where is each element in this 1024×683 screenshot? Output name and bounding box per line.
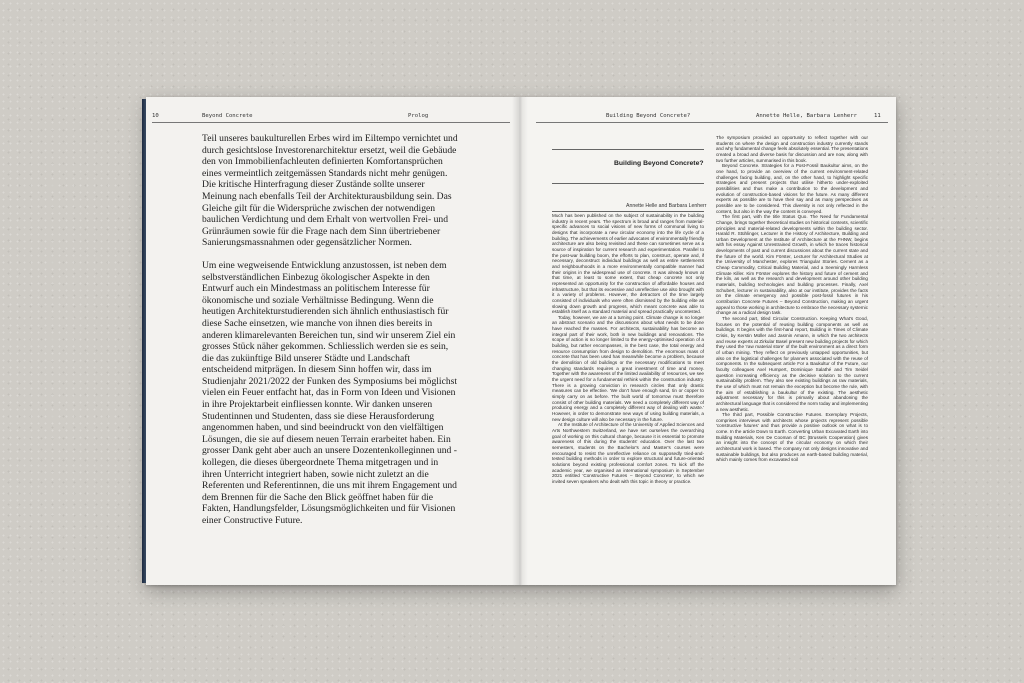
article-paragraph: The first part, with the title Status Quo. The Need for Fundamental Change, brings together theoretical studies on historical contexts, scientific principles and material-related developments within the building sector. Harald R. Stühlinger, Lecturer in the History of Architecture, Building and Urban Development at the Institute of Architecture at the FHNW, begins with his essay Against Unrestrained Growth, in which he traces historical developments of past and current discussions about the current state and the future of the world. Kim Förster, Lecturer for Architectural Studies at the University of Manchester, explores Triangular Stories. Cement as a Cheap Commodity, Critical Building Material, and a Seemingly Harmless Climate Killer. Kim Förster explores the history and future of cement and the kiln, as well as the research and development around other building materials, building technologies and building processes. Finally, Axel Schubert, lecturer in sustainability, also at our institute, provides the facts on the climate emergency and possible post-fossil futures in his contribution Concrete Futures – Beyond Construction, making an urgent appeal to those working in architecture to embrace the necessary systemic change as a radical design task. bbox=[716, 214, 868, 316]
left-page bbox=[146, 97, 518, 585]
article-column-2 bbox=[716, 135, 868, 583]
open-book bbox=[146, 97, 896, 585]
right-running-title: Building Beyond Concrete? bbox=[606, 113, 691, 119]
title-rule-top bbox=[552, 149, 704, 150]
article-paragraph: Much has been published on the subject of sustainability in the building industry in recent years. The spectrum is broad and ranges from material-specific advances to social visions of new forms of communal living to designs that incorporate a new circular economy into the life cycle of a building. The achievements of earlier advocates of environmentally friendly architecture are also being revisited and these can sometimes serve as a source of inspiration for current research and experimentation. Parallel to the post-war building boom, the efforts to plan, construct, operate and, if necessary, deconstruct individual buildings as well as entire settlements and neighbourhoods in a more environmentally compatible manner had their origins in the widespread use of concrete. It was already known at that time, at least to some extent, that cheap concrete not only represented an opportunity for the construction of affordable houses and infrastructure, but that its excessive and unreflective use also brought with it a variety of problems. However, the detractors of the time largely consisted of individuals who were often dismissed by the building elite as slowing down growth and progress, which meant concrete was able to establish itself as a standard material and spread practically uncontested. bbox=[552, 213, 704, 315]
title-rule-bottom bbox=[552, 183, 704, 184]
right-running-authors: Annette Helle, Barbara Lenherr bbox=[756, 113, 858, 119]
prolog-paragraph: Teil unseres baukulturellen Erbes wird im Eiltempo vernichtet und durch gesichtslose Investorenarchitektur ersetzt, weil die Gebäude den von Immobilienfachleuten definierten Komfortansprüchen eines vermeintlich zeitgemässen Standards nicht mehr genügen. Die kritische Hinterfragung dieser Zustände sollte unserer Meinung nach ebenfalls Teil der Architekturausbildung sein. Das Gleiche gilt für die Widersprüche zwischen der notwendigen baulichen Verdichtung und dem Erhalt von wertvollen Frei- und Grünräumen sowie für die Frage nach dem Sinn übertriebener Sanierungsmassnahmen oder gegensätzlicher Normen. bbox=[202, 133, 458, 249]
article-column-1 bbox=[552, 213, 704, 583]
right-page bbox=[518, 97, 896, 585]
left-header-rule bbox=[152, 122, 510, 123]
article-paragraph: The second part, titled Circular Construction. Keeping What's Good, focuses on the potential of reusing building components as well as buildings. It begins with the first-hand report, Building in Times of Climate Crisis, by Kerstin Müller and Jasmin Amann, in which the two architects and reuse experts at Zirkular Basel present new building projects for which they used the 'raw material store' of the built environment as a direct form of urban mining. They reflect on previously untapped opportunities, but also on the logistical challenges for planners associated with the reuse of components. In the subsequent article For a Baukultur of the Future, our faculty colleagues Axel Humpert, Dominique Salathé and Tim Seidel question increasing efficiency as the decisive solution to the current sustainability problem. They also see existing buildings as raw materials, the use of which must not remain the exception but become the rule, with the aim of establishing a baukultur of the existing. The aesthetic adjustment necessary for this is primarily about abandoning the architectural language that is considered the norm today and implementing a new aesthetic. bbox=[716, 316, 868, 412]
article-title: Building Beyond Concrete? bbox=[614, 160, 704, 167]
prolog-paragraph: Um eine wegweisende Entwicklung anzustossen, ist neben dem selbstverständlichen Einbezug ökologischer Aspekte in den Entwurf auch ein Mindestmass an politischem Interesse für ökonomische und soziale Verhältnisse Bedingung. Wenn die heutigen Architekturstudierenden sich ähnlich enthusiastisch für diese Sache einsetzen, wie manche von ihnen dies bereits in anderen klimarelevanten Bereichen tun, sind wir unserem Ziel ein grosses Stück näher gekommen. Schliesslich werden sie es sein, die das zukünftige Bild unserer Städte und Landschaft entscheidend mitprägen. In diesem Sinn hoffen wir, dass im Studienjahr 2021/2022 der Funken des Symposiums bei möglichst vielen ein Feuer entfacht hat, das in Form von Ideen und Visionen in ihre Projektarbeit einfliessen konnte. Wir danken unseren Studentinnen und Studenten, dass sie diese Herausforderung angenommen haben, und sind beeindruckt von den vielfältigen Lösungen, die sie auf diesem neuen Terrain erarbeitet haben. Ein grosser Dank geht aber auch an unsere Dozentenkolleginnen und -kollegen, die dieses übergeordnete Thema mitgetragen und in ihren Unterricht integriert haben, sowie nicht zuletzt an die Referenten und Referentinnen, die uns mit ihrem Engagement und dem Brennen für die Sache den Blick geöffnet haben für die Fakten, Handlungsfelder, Lösungsmöglichkeiten und für Visionen einer Constructive Future. bbox=[202, 259, 458, 526]
authors-rule bbox=[552, 211, 704, 212]
prolog-text bbox=[202, 133, 460, 538]
left-running-title: Beyond Concrete bbox=[202, 113, 253, 119]
article-paragraph: Beyond Concrete. Strategies for a Post-Fossil Baukultur aims, on the one hand, to provide an overview of the current environment-related challenges facing building, and, on the other hand, to highlight specific strategies and present projects that utilise hitherto under-exploited possibilities and thus make a contribution to the development and evolution of construction-based visions for the future. As many different experts as possible are to have their say and as many perspectives as possible are to be considered. This diversity is not only reflected in the content, but also in the way the content is conveyed. bbox=[716, 163, 868, 214]
right-header-rule bbox=[536, 122, 888, 123]
right-page-number: 11 bbox=[874, 113, 881, 119]
left-page-number: 10 bbox=[152, 113, 159, 119]
article-authors: Annette Helle and Barbara Lenherr bbox=[626, 203, 707, 209]
article-paragraph: The third part, Possible Constructive Futures. Exemplary Projects, comprises interviews with architects whose projects represent possible 'constructive futures' and thus provide a positive outlook on what is to come. In the article Down to Earth. Converting Urban Excavated Earth into Building Materials, Ken De Cooman of BC (Brussels Cooperation) gives an insight into the concept of the circular economy on which their architectural work is based. The company not only designs innovative and sustainable buildings, but also produces an earth-based building material, which mainly comes from excavated soil bbox=[716, 412, 868, 463]
article-paragraph: The symposium provided an opportunity to reflect together with our students on where the design and construction industry currently stands and why fundamental change feels absolutely essential. The presentations created a broad and diverse basis for discussion and are now, along with two further articles, summarised in this book. bbox=[716, 135, 868, 163]
article-paragraph: At the Institute of Architecture of the University of Applied Sciences and Arts Northwestern Switzerland, we have set ourselves the overarching goal of working on this cultural change, because it is essential to promote awareness of this during the students' education. Over the last two semesters, students on the Bachelor's and Master's courses were encouraged to resist the unreflective reliance on supposedly tried-and-tested building methods in order to explore structural and future-oriented solutions beyond existing professional comfort zones. To kick off the academic year, we organised an international symposium in September 2021 entitled 'Constructive Futures – Beyond Concrete', to which we invited seven speakers who dealt with this topic in theory or practice. bbox=[552, 422, 704, 484]
left-running-section: Prolog bbox=[408, 113, 429, 119]
article-paragraph: Today, however, we are at a turning point. Climate change is no longer an abstract scenario and the discussions about what needs to be done have reached the masses. For architects, sustainability has become an integral part of their work, both in new buildings and renovations. The scope of action is no longer limited to the energy-optimised operation of a building, but rather encompasses, in the best case, the total energy and resource consumption from design to demolition. The enormous mass of concrete that has been used has meanwhile become a problem, because the demolition of old buildings or the necessary modifications to meet changing standards requires a great investment of time and money. Together with the awareness of the limited availability of resources, we see the urgent need for a fundamental rethink within the construction industry. There is a growing conviction in research circles that only drastic measures can be effective. 'We don't have enough sand, tin or copper to simply carry on as before. The built world of tomorrow must therefore consist of other building materials. We need a completely different way of producing energy and a completely different way of dealing with waste.' However, in order to demonstrate new ways of using building materials, a new design culture will also be necessary in the future. bbox=[552, 314, 704, 422]
